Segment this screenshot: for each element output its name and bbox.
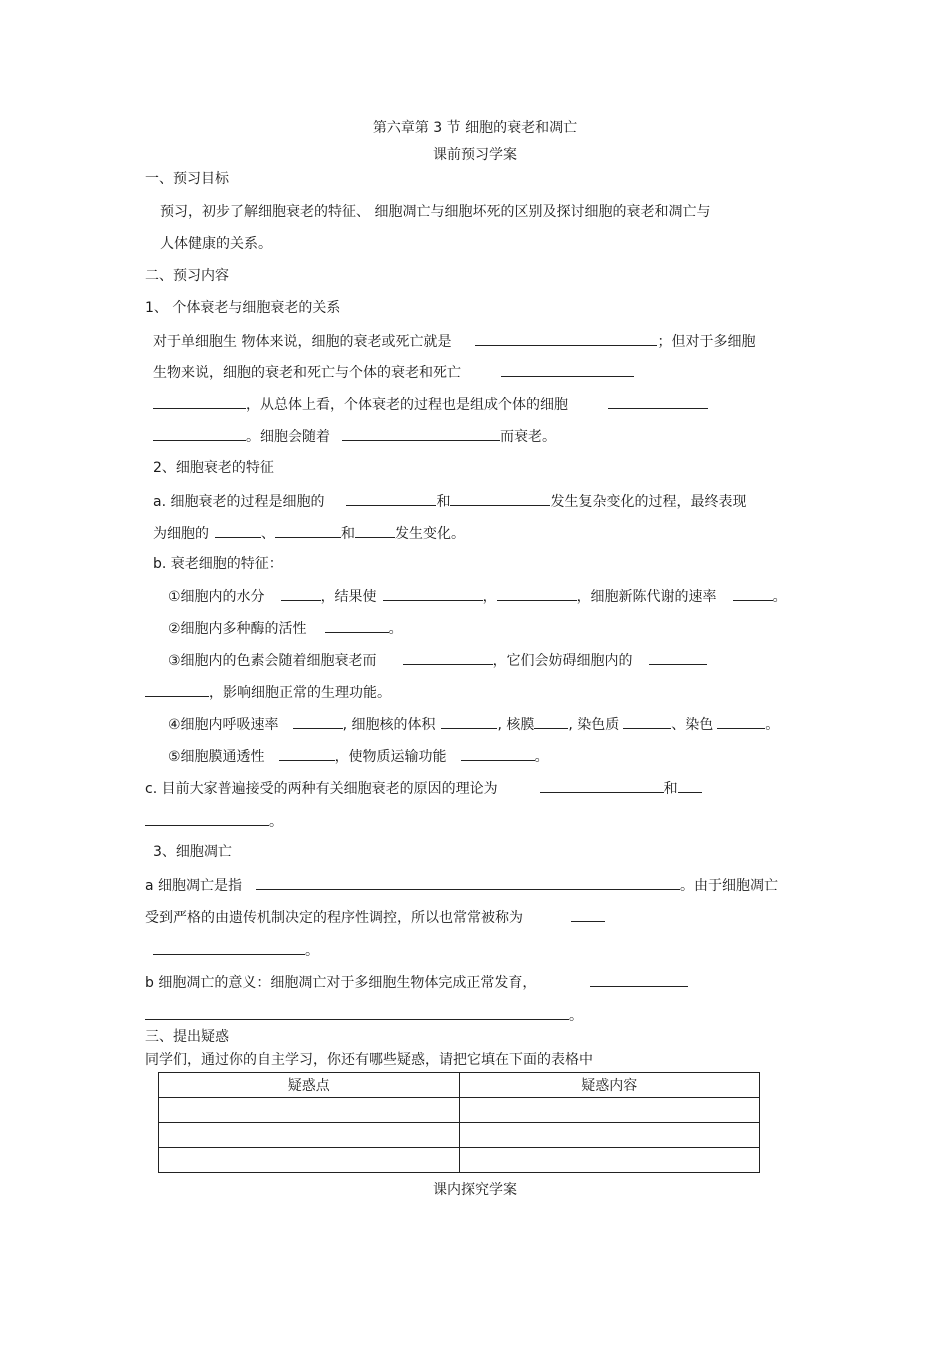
q2-item-1 xyxy=(168,586,787,606)
q3-line-a-end xyxy=(153,940,319,960)
q2-text: 、 xyxy=(261,526,275,542)
answer-blank[interactable] xyxy=(145,682,209,697)
q1-text: ，从总体上看，个体衰老的过程也是组成个体的细胞 xyxy=(246,397,568,413)
q2-item-4 xyxy=(168,714,779,734)
q2-text: 。 xyxy=(269,814,283,830)
q2-line-a-cont xyxy=(153,523,465,543)
answer-blank[interactable] xyxy=(281,586,321,601)
answer-blank[interactable] xyxy=(608,394,708,409)
answer-blank[interactable] xyxy=(534,714,568,729)
table-cell[interactable] xyxy=(159,1098,460,1123)
q2-item-3-cont xyxy=(145,682,391,702)
q2-text: ，细胞新陈代谢的速率 xyxy=(576,589,717,605)
q2-text: a. 细胞衰老的过程是细胞的 xyxy=(153,494,325,510)
q1-text: ；但对于多细胞 xyxy=(657,334,756,350)
table-row xyxy=(159,1148,760,1173)
q2-text: 发生变化。 xyxy=(395,526,465,542)
answer-blank[interactable] xyxy=(475,331,657,346)
q2-item-5 xyxy=(168,746,549,766)
q2-item-3 xyxy=(168,650,707,670)
answer-blank[interactable] xyxy=(153,940,305,955)
q3-text: 。 xyxy=(305,943,319,959)
q1-line-2 xyxy=(153,362,634,382)
q3-text: 。由于细胞凋亡 xyxy=(680,878,779,894)
q2-text: 。 xyxy=(534,749,549,765)
q1-line-1 xyxy=(153,331,755,351)
answer-blank[interactable] xyxy=(461,746,535,761)
section-1-text: 预习，初步了解细胞衰老的特征、 细胞凋亡与细胞坏死的区别及探讨细胞的衰老和凋亡与 xyxy=(160,204,711,220)
section-2-heading: 二、预习内容 xyxy=(145,268,229,284)
q2-text: 。 xyxy=(388,621,403,637)
answer-blank[interactable] xyxy=(325,618,389,633)
q1-text: 而衰老。 xyxy=(500,429,556,445)
section-3-intro: 同学们，通过你的自主学习，你还有哪些疑惑，请把它填在下面的表格中 xyxy=(145,1052,593,1068)
table-cell[interactable] xyxy=(159,1123,460,1148)
section-3-heading: 三、提出疑惑 xyxy=(145,1029,229,1045)
q2-sub-b-title: b. 衰老细胞的特征： xyxy=(153,556,283,572)
q2-text: 和 xyxy=(341,526,355,542)
table-cell[interactable] xyxy=(459,1123,760,1148)
q2-text: 。 xyxy=(772,589,787,605)
q2-item-2 xyxy=(168,618,403,638)
answer-blank[interactable] xyxy=(153,426,246,441)
q3-line-a xyxy=(145,875,778,895)
q3-text: 。 xyxy=(569,1008,583,1024)
q2-title: 2、细胞衰老的特征 xyxy=(153,460,274,476)
footer-section-title: 课内探究学案 xyxy=(433,1182,517,1198)
page-title: 第六章第 3 节 细胞的衰老和凋亡 xyxy=(372,120,578,136)
q2-text: ③细胞内的色素会随着细胞衰老而 xyxy=(168,653,377,669)
q2-text: , 细胞核的体积 xyxy=(342,717,436,733)
q3-line-a-cont xyxy=(145,907,605,927)
q2-text: ④细胞内呼吸速率 xyxy=(168,717,279,733)
answer-blank[interactable] xyxy=(649,650,707,665)
q2-text: 、染色 xyxy=(671,717,714,733)
answer-blank[interactable] xyxy=(153,394,246,409)
q2-line-a xyxy=(153,491,746,511)
q2-text: ⑤细胞膜通透性 xyxy=(168,749,265,765)
answer-blank[interactable] xyxy=(346,491,436,506)
answer-blank[interactable] xyxy=(293,714,343,729)
q1-text: 。细胞会随着 xyxy=(246,429,330,445)
answer-blank[interactable] xyxy=(441,714,497,729)
q3-title: 3、细胞凋亡 xyxy=(153,844,232,860)
q1-line-3 xyxy=(153,394,708,414)
answer-blank[interactable] xyxy=(279,746,335,761)
q3-text: b 细胞凋亡的意义：细胞凋亡对于多细胞生物体完成正常发育， xyxy=(145,975,537,991)
table-cell[interactable] xyxy=(459,1148,760,1173)
answer-blank[interactable] xyxy=(215,523,261,538)
answer-blank[interactable] xyxy=(450,491,550,506)
q2-text: , 核膜 xyxy=(497,717,535,733)
questions-table xyxy=(158,1072,760,1173)
q3-line-b-cont xyxy=(145,1005,583,1025)
q1-text: 生物来说，细胞的衰老和死亡与个体的衰老和死亡 xyxy=(153,365,461,381)
q3-line-b xyxy=(145,972,688,992)
section-1-text-cont: 人体健康的关系。 xyxy=(160,236,272,252)
q2-text: ，它们会妨碍细胞内的 xyxy=(492,653,633,669)
answer-blank[interactable] xyxy=(501,362,634,377)
answer-blank[interactable] xyxy=(497,586,577,601)
column-header: 疑惑内容 xyxy=(459,1073,760,1098)
q2-sub-c xyxy=(145,778,702,798)
q1-line-4 xyxy=(153,426,556,446)
table-row xyxy=(159,1098,760,1123)
answer-blank[interactable] xyxy=(678,778,702,793)
column-header: 疑惑点 xyxy=(159,1073,460,1098)
section-1-heading: 一、预习目标 xyxy=(145,171,229,187)
answer-blank[interactable] xyxy=(145,811,269,826)
q1-text: 对于单细胞生 物体来说，细胞的衰老或死亡就是 xyxy=(153,334,452,350)
answer-blank[interactable] xyxy=(623,714,671,729)
answer-blank[interactable] xyxy=(383,586,483,601)
answer-blank[interactable] xyxy=(540,778,664,793)
q2-text: 。 xyxy=(765,717,780,733)
answer-blank[interactable] xyxy=(342,426,500,441)
q3-text: 受到严格的由遗传机制决定的程序性调控，所以也常常被称为 xyxy=(145,910,523,926)
page-subtitle: 课前预习学案 xyxy=(433,147,517,163)
q2-text: 为细胞的 xyxy=(153,526,209,542)
answer-blank[interactable] xyxy=(571,907,605,922)
answer-blank[interactable] xyxy=(256,875,680,890)
q1-title: 1、 个体衰老与细胞衰老的关系 xyxy=(145,300,341,316)
table-cell[interactable] xyxy=(459,1098,760,1123)
answer-blank[interactable] xyxy=(355,523,395,538)
answer-blank[interactable] xyxy=(145,1005,569,1020)
q2-text: ，影响细胞正常的生理功能。 xyxy=(209,685,391,701)
q2-text: ①细胞内的水分 xyxy=(168,589,265,605)
q2-text: ②细胞内多种酶的活性 xyxy=(168,621,307,637)
q2-text: ， xyxy=(482,589,497,605)
q2-text: ，结果使 xyxy=(320,589,377,605)
q2-sub-c-cont xyxy=(145,811,283,831)
q2-text: , 染色质 xyxy=(568,717,620,733)
answer-blank[interactable] xyxy=(403,650,493,665)
q2-text: 和 xyxy=(436,494,451,510)
answer-blank[interactable] xyxy=(590,972,688,987)
q2-text: 发生复杂变化的过程，最终表现 xyxy=(550,494,747,510)
answer-blank[interactable] xyxy=(733,586,773,601)
table-header-row xyxy=(159,1073,760,1098)
q2-text: ，使物质运输功能 xyxy=(334,749,447,765)
answer-blank[interactable] xyxy=(717,714,765,729)
q2-text: c. 目前大家普遍接受的两种有关细胞衰老的原因的理论为 xyxy=(145,781,498,797)
table-row xyxy=(159,1123,760,1148)
q2-text: 和 xyxy=(663,781,678,797)
q3-text: a 细胞凋亡是指 xyxy=(145,878,243,894)
table-cell[interactable] xyxy=(159,1148,460,1173)
answer-blank[interactable] xyxy=(275,523,341,538)
